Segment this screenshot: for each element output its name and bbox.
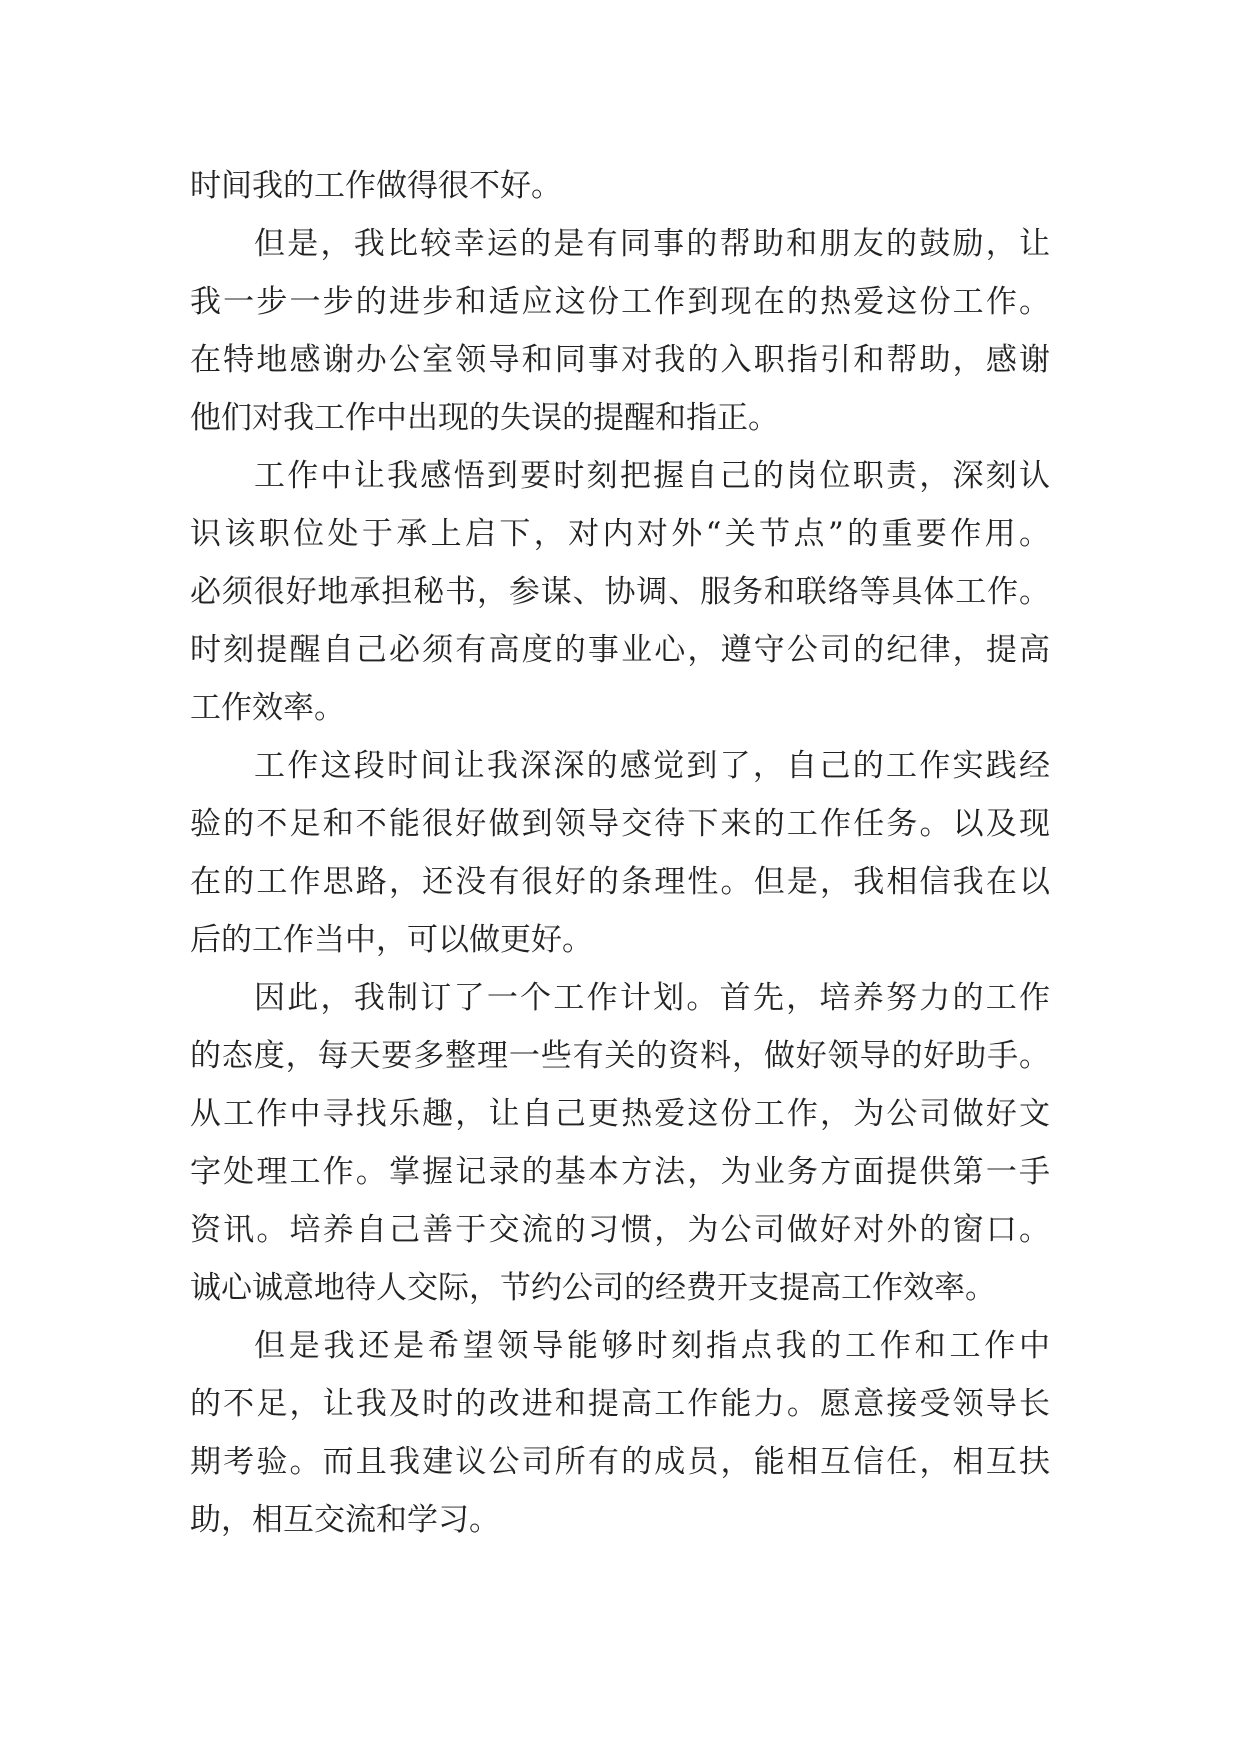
paragraph [190,215,1050,447]
text-line: 工作这段时间让我深深的感觉到了，自己的工作实践经 [254,748,1050,784]
paragraph [190,1317,1050,1549]
text-line: 的不足，让我及时的改进和提高工作能力。愿意接受领导长 [190,1386,1050,1422]
text-line: 我一步一步的进步和适应这份工作到现在的热爱这份工作。 [190,284,1050,320]
text-line: 工作中让我感悟到要时刻把握自己的岗位职责，深刻认 [254,458,1050,494]
text-line: 必须很好地承担秘书，参谋、协调、服务和联络等具体工作。 [190,574,1050,610]
text-line: 的态度，每天要多整理一些有关的资料，做好领导的好助手。 [190,1038,1050,1074]
paragraph [190,969,1050,1317]
text-line: 但是，我比较幸运的是有同事的帮助和朋友的鼓励，让 [254,226,1050,262]
text-line: 在的工作思路，还没有很好的条理性。但是，我相信我在以 [190,864,1050,900]
text-line: 后的工作当中，可以做更好。 [190,922,593,958]
paragraph [190,447,1050,737]
text-line: 他们对我工作中出现的失误的提醒和指正。 [190,400,779,436]
text-line: 时刻提醒自己必须有高度的事业心，遵守公司的纪律，提高 [190,632,1050,668]
text-line: 字处理工作。掌握记录的基本方法，为业务方面提供第一手 [190,1154,1050,1190]
text-line: 诚心诚意地待人交际，节约公司的经费开支提高工作效率。 [190,1270,996,1306]
text-line: 时间我的工作做得很不好。 [190,168,562,204]
text-line: 因此，我制订了一个工作计划。首先，培养努力的工作 [254,980,1050,1016]
text-line: 期考验。而且我建议公司所有的成员，能相互信任，相互扶 [190,1444,1050,1480]
text-line: 从工作中寻找乐趣，让自己更热爱这份工作，为公司做好文 [190,1096,1050,1132]
text-line: 工作效率。 [190,690,345,726]
text-line: 资讯。培养自己善于交流的习惯，为公司做好对外的窗口。 [190,1212,1050,1248]
paragraph [190,157,1050,215]
paragraph [190,737,1050,969]
text-line: 在特地感谢办公室领导和同事对我的入职指引和帮助，感谢 [190,342,1050,378]
text-line: 但是我还是希望领导能够时刻指点我的工作和工作中 [254,1328,1050,1364]
document-body [190,157,1050,1549]
text-line: 验的不足和不能很好做到领导交待下来的工作任务。以及现 [190,806,1050,842]
text-line: 识该职位处于承上启下，对内对外“关节点”的重要作用。 [190,516,1050,552]
text-line: 助，相互交流和学习。 [190,1502,500,1538]
